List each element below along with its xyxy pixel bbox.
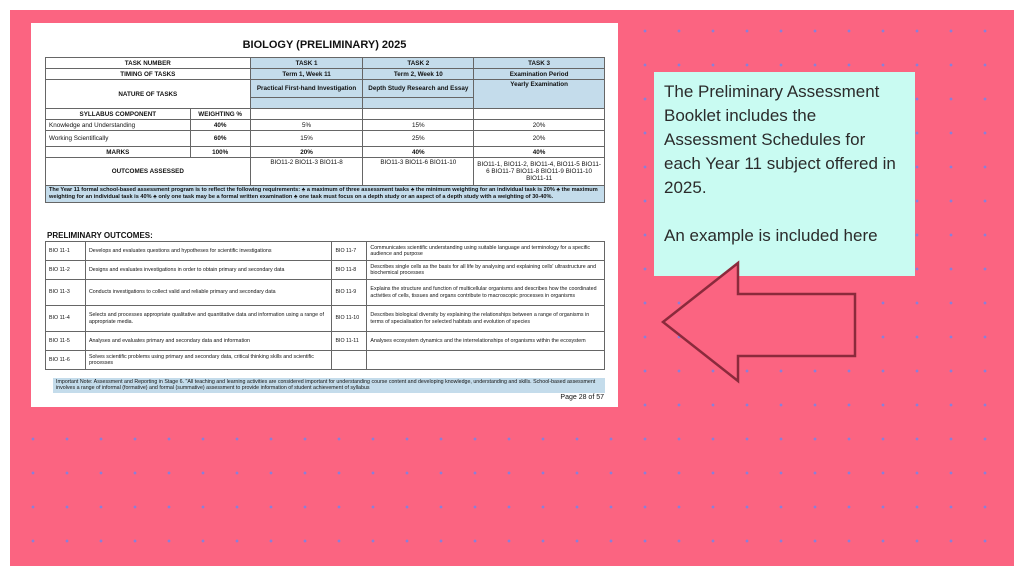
outcome-row: BIO 11-2 Designs and evaluates investigations in order to obtain primary and secondary data BIO 11-8 Describes single cells as the basis for all life by analysing and explaining cells' ultrastructure and biochemical processes <box>46 261 605 280</box>
outcome-row: BIO 11-6 Solves scientific problems using primary and secondary data, critical thinking skills and scientific processes <box>46 351 605 370</box>
working-scientifically-row: Working Scientifically 60% 15% 25% 20% <box>46 131 605 147</box>
outcomes-assessed-row: OUTCOMES ASSESSED BIO11-2 BIO11-3 BIO11-8 BIO11-3 BIO11-6 BIO11-10 BIO11-1, BIO11-2, BIO11-4, BIO11-5 BIO11-6 BIO11-7 BIO11-8 BIO11-9 BIO11-10 BIO11-11 <box>46 158 605 186</box>
outcome-row: BIO 11-1 Develops and evaluates questions and hypotheses for scientific investigations BIO 11-7 Communicates scientific understanding using suitable language and terminology for a specific audience and purpose <box>46 242 605 261</box>
outcomes-table <box>45 241 605 370</box>
nature-row: NATURE OF TASKS Practical First-hand Investigation Depth Study Research and Essay Yearly Examination <box>46 80 605 98</box>
marks-row: MARKS 100% 20% 40% 40% <box>46 147 605 158</box>
callout-box <box>654 72 915 276</box>
timing-row: TIMING OF TASKS Term 1, Week 11 Term 2, Week 10 Examination Period <box>46 69 605 80</box>
left-arrow-icon <box>660 260 870 385</box>
slide <box>10 10 1014 566</box>
assessment-schedule-page <box>31 23 618 407</box>
outcome-row: BIO 11-5 Analyses and evaluates primary and secondary data and information BIO 11-11 Analyses ecosystem dynamics and the interrelationships of organisms within the ecosystem <box>46 332 605 351</box>
syllabus-header-row: SYLLABUS COMPONENT WEIGHTING % <box>46 109 605 120</box>
outcome-row: BIO 11-3 Conducts investigations to collect valid and reliable primary and secondary data BIO 11-9 Explains the structure and function of multicellular organisms and describes how the coordinated activities of cells, tissues and organs contribute to macroscopic processes in organisms <box>46 280 605 306</box>
outcome-row: BIO 11-4 Selects and processes appropriate qualitative and quantitative data and information using a range of appropriate media. BIO 11-10 Describes biological diversity by explaining the relationships between a range of organisms in terms of specialisation for selected habitats and evolution of species <box>46 306 605 332</box>
task-number-row: TASK NUMBER TASK 1 TASK 2 TASK 3 <box>46 58 605 69</box>
outcomes-heading: PRELIMINARY OUTCOMES: <box>47 231 153 240</box>
requirements-note-row: The Year 11 formal school-based assessment program is to reflect the following requirements: ♣ a maximum of three assessment tasks ♣ the minimum weighting for an individual task is 20% ♣ the maximum weighting for an individual task is 40% ♣ only one task may be a formal written examination ♣ one task must focus on a depth study or an aspect of a depth study with a weighting of 30-40%. <box>46 186 605 203</box>
callout-text-example: An example is included here <box>664 226 878 245</box>
page-number: Page 28 of 57 <box>560 394 604 401</box>
document-title: BIOLOGY (PRELIMINARY) 2025 <box>242 39 407 51</box>
callout-text: The Preliminary Assessment Booklet includes the Assessment Schedules for each Year 11 subject offered in 2025. <box>664 82 896 197</box>
knowledge-row: Knowledge and Understanding 40% 5% 15% 20% <box>46 120 605 131</box>
important-note: Important Note: Assessment and Reporting in Stage 6. "All teaching and learning activities are considered important for understanding course content and developing knowledge, understanding and skills. School-based assessment involves a range of informal (formative) and formal (summative) assessment to provide information of student achievement of syllabus <box>53 378 605 393</box>
assessment-schedule-table <box>45 57 605 203</box>
